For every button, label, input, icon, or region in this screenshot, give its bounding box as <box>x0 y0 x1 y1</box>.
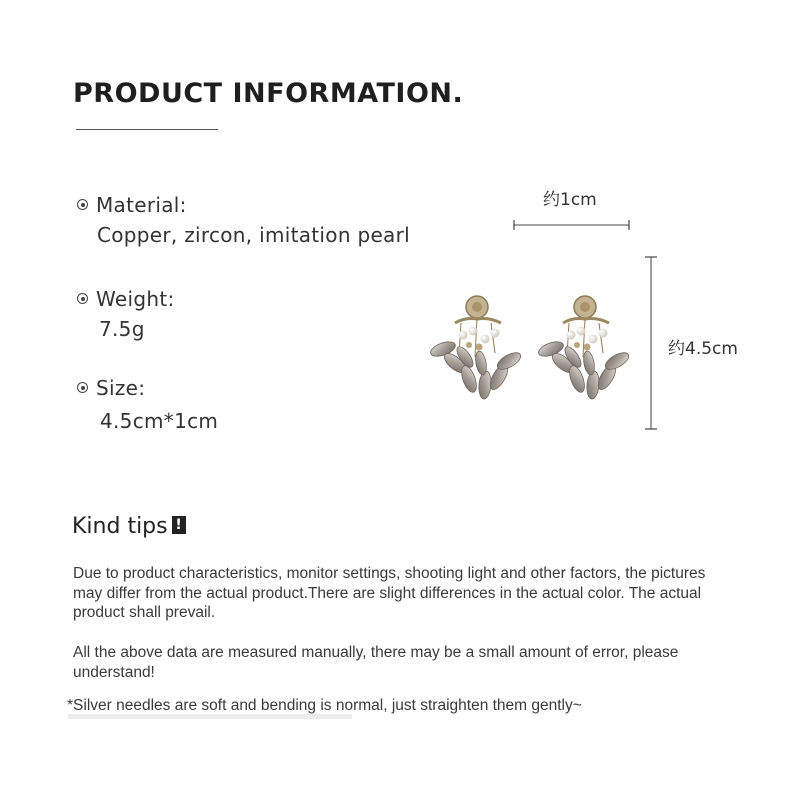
width-dimension-label: 约1cm <box>543 190 597 210</box>
spec-material-label <box>77 193 187 217</box>
page-title: PRODUCT INFORMATION. <box>73 78 464 109</box>
kind-tips-heading <box>72 514 186 539</box>
disclaimer-paragraph: Due to product characteristics, monitor settings, shooting light and other factors, the pictures may differ from the actual product.There are slight differences in the actual color. The actual product shall prevail. <box>73 565 706 621</box>
size-value: 4.5cm*1cm <box>100 409 219 433</box>
title-underline <box>76 129 218 130</box>
width-dimension-line <box>510 218 635 232</box>
spec-size-label <box>77 376 145 400</box>
spec-weight-label <box>77 287 175 311</box>
height-dimension-line <box>643 254 659 434</box>
size-label: Size: <box>96 376 146 400</box>
height-dimension-label: 约4.5cm <box>668 339 738 359</box>
bullet-icon <box>77 382 88 393</box>
kind-tips-label: Kind tips <box>72 514 168 539</box>
weight-value: 7.5g <box>99 317 145 341</box>
earrings-product-image <box>425 295 640 420</box>
material-label: Material: <box>96 193 187 217</box>
bullet-icon <box>77 293 88 304</box>
measurement-paragraph: All the above data are measured manually, there may be a small amount of error, please understand! <box>73 644 679 681</box>
exclamation-icon: ! <box>172 516 186 534</box>
bullet-icon <box>77 199 88 210</box>
weight-label: Weight: <box>96 287 175 311</box>
silver-needle-note: *Silver needles are soft and bending is normal, just straighten them gently~ <box>67 697 582 714</box>
material-value: Copper, zircon, imitation pearl <box>97 223 410 247</box>
